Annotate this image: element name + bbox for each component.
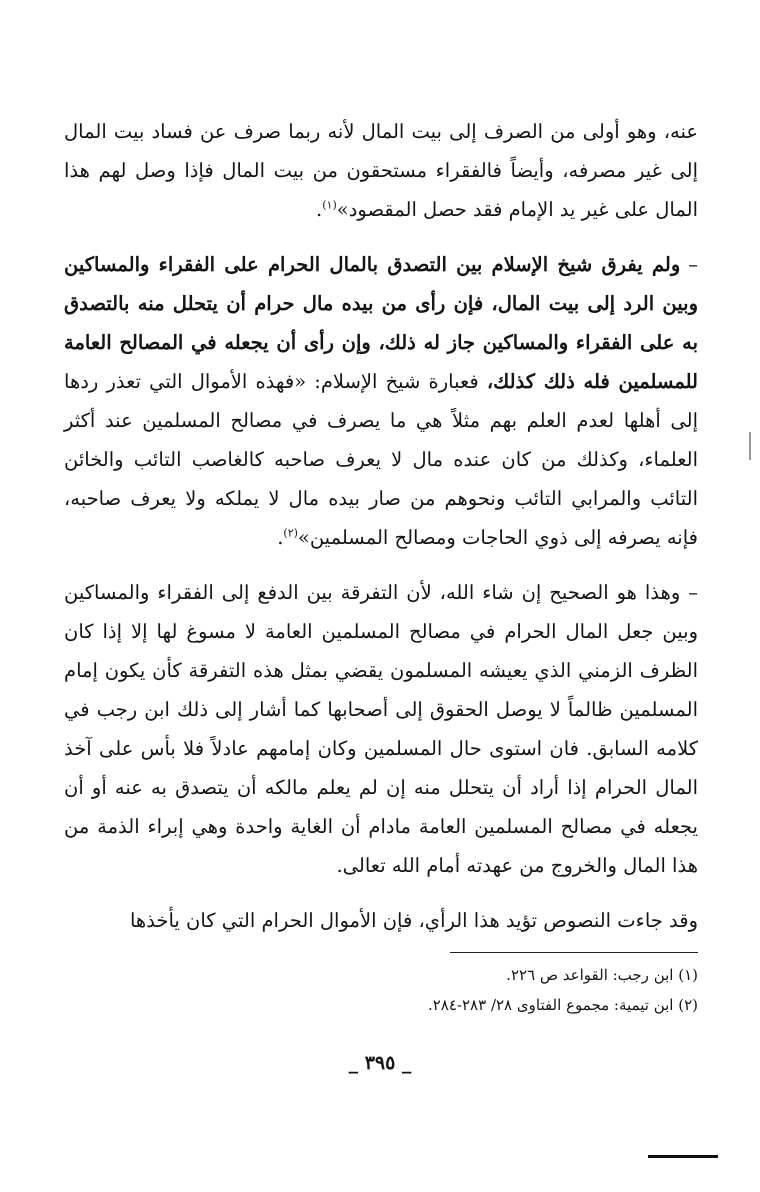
paragraph-1-text: عنه، وهو أولى من الصرف إلى بيت المال لأنه ربما صرف عن فساد بيت المال إلى غير مصرفه، وأيضاً فالفقراء مستحقون من بيت المال فإذا وصل لهم هذا المال على غير يد الإمام فقد حصل المقصود» (64, 120, 698, 221)
paragraph-3-text: وهذا هو الصحيح إن شاء الله، لأن التفرقة بين الدفع إلى الفقراء والمساكين وبين جعل المال الحرام في مصالح المسلمين العامة لا مسوغ لها إلا إذا كان الظرف الزمني الذي يعيشه المسلمون يقضي بمثل هذه التفرقة كأن يكون إمام المسلمين ظالماً لا يوصل الحقوق إلى أصحابها كما أشار إلى ذلك ابن رجب في كلامه السابق. فان استوى حال المسلمين وكان إمامهم عادلاً فلا بأس على آخذ المال الحرام إذا أراد أن يتحلل منه إن لم يعلم مالكه أن يتصدق به عنه أو أن يجعله في مصالح المسلمين العامة مادام أن الغاية واحدة وهي إبراء الذمة من هذا المال والخروج من عهدته أمام الله تعالى. (64, 581, 698, 877)
footnotes (64, 960, 698, 1020)
footnote-ref-2[interactable]: (٢) (283, 526, 298, 540)
paragraph-3-dash: – (688, 581, 698, 604)
paragraph-2 (64, 245, 698, 557)
paragraph-2-dash: – (688, 253, 698, 276)
paragraph-1 (64, 112, 698, 229)
footnote-1: (١) ابن رجب: القواعد ص ٢٢٦. (506, 966, 698, 984)
footnote-ref-1[interactable]: (١) (322, 198, 337, 212)
paragraph-1-end: . (316, 198, 323, 221)
paragraph-3 (64, 573, 698, 885)
footnote-separator (450, 952, 698, 953)
paragraph-4-text: وقد جاءت النصوص تؤيد هذا الرأي، فإن الأموال الحرام التي كان يأخذها (129, 909, 698, 932)
footnote-2: (٢) ابن تيمية: مجموع الفتاوى ٢٨/ ٢٨٣-٢٨٤. (427, 996, 698, 1014)
paragraph-2-bold-text: ولم يفرق شيخ الإسلام بين التصدق بالمال الحرام على الفقراء والمساكين وبين الرد إلى بيت المال، فإن رأى من بيده مال حرام أن يتحلل منه بالتصدق به على الفقراء والمساكين جاز له ذلك، وإن رأى أن يجعله في المصالح العامة للمسلمين فله ذلك كذلك، (64, 253, 699, 393)
page-number: _ ٣٩٥ _ (348, 1052, 412, 1074)
margin-mark (749, 432, 751, 460)
paragraph-2-end: . (277, 526, 284, 549)
paragraph-2-text: فعبارة شيخ الإسلام: «فهذه الأموال التي تعذر ردها إلى أهلها لعدم العلم بهم مثلاً هي ما يصرف في مصالح المسلمين عند أكثر العلماء، وكذلك من كان عنده مال لا يعرف صاحبه كالغاصب التائب والخائن التائب والمرابي التائب ونحوهم من صار بيده مال لا يملكه ولا يعرف صاحبه، فإنه يصرفه إلى ذوي الحاجات ومصالح المسلمين» (64, 370, 698, 549)
bottom-rule (648, 1155, 718, 1158)
main-text (64, 112, 698, 940)
paragraph-4 (64, 901, 698, 940)
